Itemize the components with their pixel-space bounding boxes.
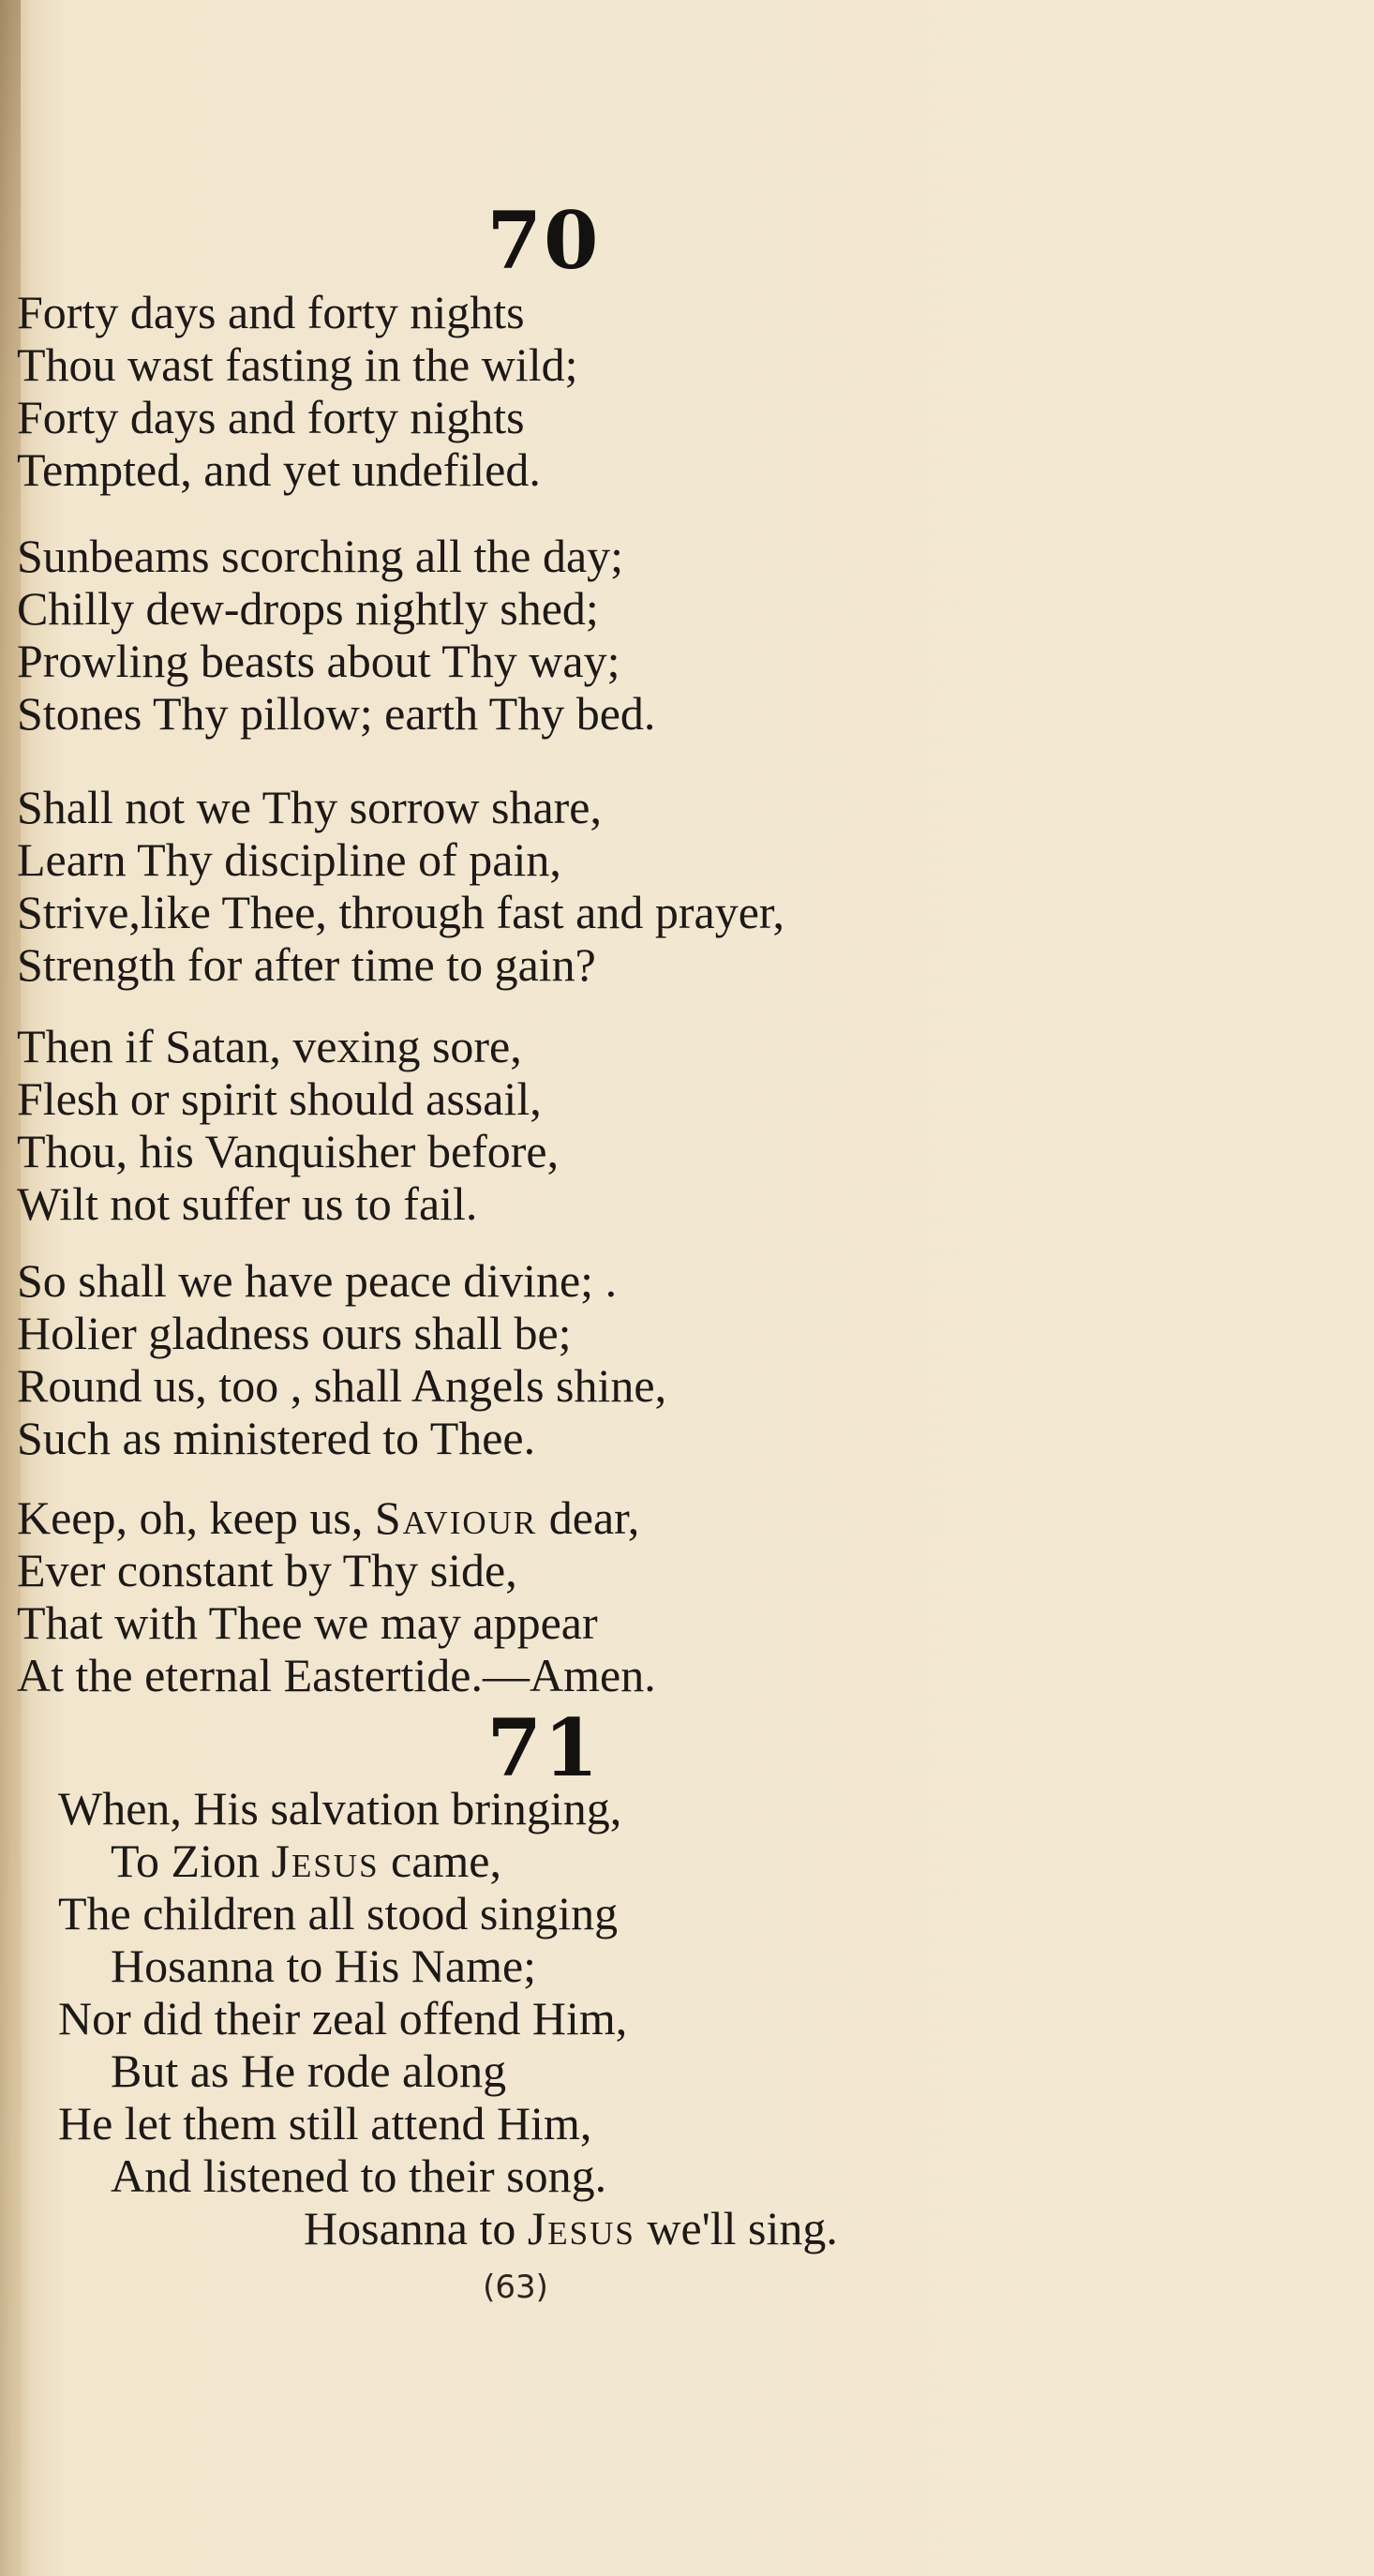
jesus-small-caps: Jesus bbox=[271, 1835, 380, 1887]
hymn-71-verse bbox=[58, 1782, 1352, 2254]
hymn-70-verse-5 bbox=[17, 1254, 1348, 1464]
hymn-70-verse-1 bbox=[17, 286, 1348, 496]
verse-line: Round us, too , shall Angels shine, bbox=[17, 1359, 667, 1412]
verse-line: Thou wast fasting in the wild; bbox=[17, 338, 578, 391]
hymn-70-verse-6 bbox=[17, 1491, 1348, 1701]
verse-line bbox=[17, 1491, 1348, 1544]
verse-line: Flesh or spirit should assail, bbox=[17, 1072, 542, 1125]
verse-line: Strength for after time to gain? bbox=[17, 938, 596, 991]
verse-line: Tempted, and yet undefiled. bbox=[17, 443, 541, 496]
verse-line: Then if Satan, vexing sore, bbox=[17, 1020, 522, 1072]
verse-line: He let them still attend Him, bbox=[58, 2097, 592, 2149]
verse-line: So shall we have peace divine; . bbox=[17, 1254, 618, 1307]
verse-line: And listened to their song. bbox=[111, 2149, 607, 2202]
verse-line: Thou, his Vanquisher before, bbox=[17, 1125, 560, 1177]
verse-line: Chilly dew-drops nightly shed; bbox=[17, 582, 599, 635]
verse-text: dear, bbox=[537, 1491, 640, 1544]
verse-text: Keep, oh, keep us, bbox=[17, 1491, 375, 1544]
verse-line: Shall not we Thy sorrow share, bbox=[17, 781, 602, 833]
verse-line: Ever constant by Thy side, bbox=[17, 1544, 517, 1596]
verse-line: Hosanna to His Name; bbox=[111, 1939, 537, 1992]
jesus-small-caps: Jesus bbox=[527, 2202, 635, 2254]
verse-line: When, His salvation bringing, bbox=[58, 1782, 622, 1835]
verse-line: Wilt not suffer us to fail. bbox=[17, 1177, 478, 1230]
verse-text: came, bbox=[379, 1835, 501, 1887]
verse-line: Learn Thy discipline of pain, bbox=[17, 833, 561, 886]
verse-line: Strive,like Thee, through fast and prayer, bbox=[17, 886, 785, 938]
hymn-number-70: 70 bbox=[486, 194, 601, 287]
verse-line: Holier gladness ours shall be; bbox=[17, 1307, 572, 1359]
verse-line: Such as ministered to Thee. bbox=[17, 1412, 536, 1464]
refrain-line bbox=[58, 2202, 1352, 2254]
verse-line: At the eternal Eastertide.—Amen. bbox=[17, 1649, 656, 1701]
verse-line: Forty days and forty nights bbox=[17, 391, 525, 443]
hymn-70-verse-4 bbox=[17, 1020, 1348, 1230]
verse-line: The children all stood singing bbox=[58, 1887, 619, 1939]
verse-line: Nor did their zeal offend Him, bbox=[58, 1992, 628, 2044]
verse-line: Stones Thy pillow; earth Thy bed. bbox=[17, 687, 656, 740]
verse-line: Prowling beasts about Thy way; bbox=[17, 635, 620, 687]
saviour-small-caps: Saviour bbox=[374, 1491, 538, 1544]
hymn-70-verse-2 bbox=[17, 530, 1348, 740]
hymn-70-verse-3 bbox=[17, 781, 1348, 991]
verse-text: To Zion bbox=[111, 1835, 272, 1887]
verse-line: Sunbeams scorching all the day; bbox=[17, 530, 624, 582]
verse-line: Forty days and forty nights bbox=[17, 286, 525, 338]
hymn-number-71: 71 bbox=[486, 1701, 601, 1794]
verse-text: Hosanna to bbox=[304, 2202, 528, 2254]
page-number: (63) bbox=[483, 2269, 548, 2306]
verse-line bbox=[58, 1835, 1352, 1887]
verse-line: That with Thee we may appear bbox=[17, 1596, 598, 1649]
verse-line: But as He rode along bbox=[111, 2044, 507, 2097]
verse-text: we'll sing. bbox=[635, 2202, 838, 2254]
